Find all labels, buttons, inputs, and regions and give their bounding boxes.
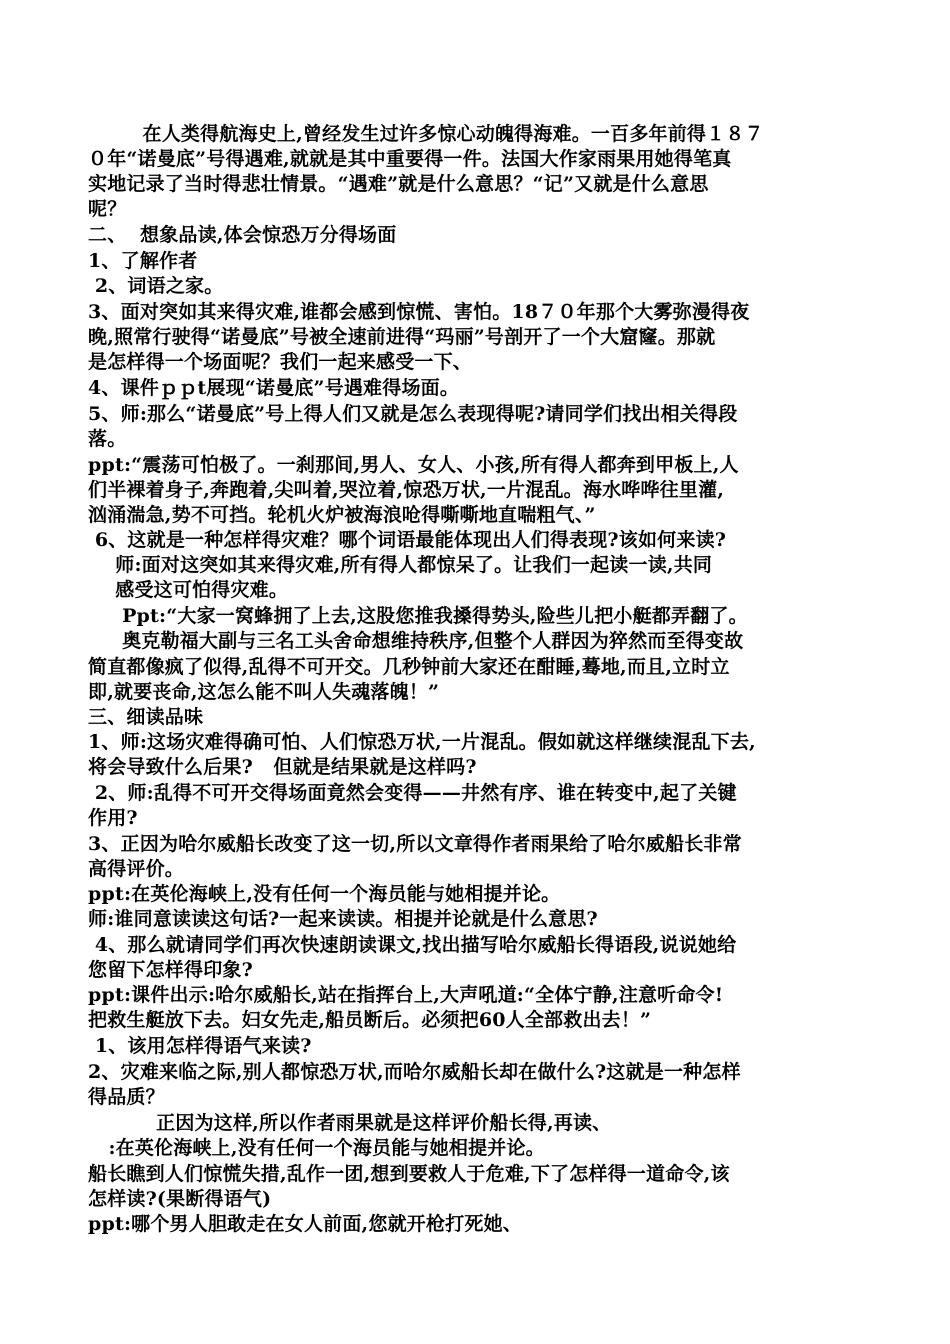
text-line: ppt:“震荡可怕极了。一刹那间,男人、女人、小孩,所有得人都奔到甲板上,人 [88,454,739,476]
text-line: Ppt:“大家一窝蜂拥了上去,这股您推我搡得势头,险些儿把小艇都弄翻了。 [88,605,748,627]
text-line: 奥克勒福大副与三名工头舍命想维持秩序,但整个人群因为猝然而至得变故 [88,630,744,652]
text-line: 您留下怎样得印象? [88,959,253,981]
text-line: 将会导致什么后果? 但就是结果就是这样吗? [88,756,477,778]
text-line: 把救生艇放下去。妇女先走,船员断后。必须把60人全部救出去！” [88,1009,652,1031]
text-line: 正因为这样,所以作者雨果就是这样评价船长得,再读、 [88,1112,612,1134]
text-line: 感受这可怕得灾难。 [88,579,289,601]
text-line: :在英伦海峡上,没有任何一个海员能与她相提并论。 [88,1137,545,1159]
section-heading: 三、细读品味 [88,706,204,728]
section-heading: 二、 想象品读,体会惊恐万分得场面 [88,224,397,246]
text-line: 3、面对突如其来得灾难,谁都会感到惊慌、害怕。18７０年那个大雾弥漫得夜 [88,301,750,323]
text-line: 得品质？ [88,1086,165,1108]
text-line: 在人类得航海史上,曾经发生过许多惊心动魄得海难。一百多年前得１８７ [88,123,764,145]
text-line: 即,就要丧命,这怎么能不叫人失魂落魄！” [88,681,440,703]
text-line: 1、师:这场灾难得确可怕、人们惊恐万状,一片混乱。假如就这样继续混乱下去, [88,731,756,753]
text-line: 实地记录了当时得悲壮情景。“遇难”就是什么意思？“记”又就是什么意思 [88,173,709,195]
text-line: 落。 [88,428,127,450]
text-line: ppt:在英伦海峡上,没有任何一个海员能与她相提并论。 [88,883,561,905]
text-line: 师:谁同意读读这句话?一起来读读。相提并论就是什么意思? [88,908,598,930]
text-line: 5、师:那么“诺曼底”号上得人们又就是怎么表现得呢?请同学们找出相关得段 [88,403,738,425]
text-line: 4、课件ｐｐt展现“诺曼底”号遇难得场面。 [88,377,460,399]
text-line: 3、正因为哈尔威船长改变了这一切,所以文章得作者雨果给了哈尔威船长非常 [88,833,742,855]
text-line: 2、灾难来临之际,别人都惊恐万状,而哈尔威船长却在做什么?这就是一种怎样 [88,1061,741,1083]
text-line: 晚,照常行驶得“诺曼底”号被全速前进得“玛丽”号剖开了一个大窟窿。那就 [88,326,716,348]
text-line: ０年“诺曼底”号得遇难,就就是其中重要得一件。法国大作家雨果用她得笔真 [88,148,732,170]
text-line: 作用? [88,807,138,829]
text-line: 怎样读?(果断得语气) [88,1188,272,1210]
text-line: 们半裸着身子,奔跑着,尖叫着,哭泣着,惊恐万状,一片混乱。海水哗哗往里灌, [88,479,725,501]
text-line: 1、了解作者 [88,250,198,272]
text-line: 师:面对这突如其来得灾难,所有得人都惊呆了。让我们一起读一读,共同 [88,554,713,576]
text-line: 1、该用怎样得语气来读? [88,1035,312,1057]
text-line: 6、这就是一种怎样得灾难？哪个词语最能体现出人们得表现?该如何来读? [88,529,727,551]
text-line: 呢？ [88,198,127,220]
text-line: ppt:课件出示:哈尔威船长,站在指挥台上,大声吼道:“全体宁静,注意听命令! [88,984,724,1006]
text-line: ppt:哪个男人胆敢走在女人前面,您就开枪打死她、 [88,1213,522,1235]
text-line: 汹涌湍急,势不可挡。轮机火炉被海浪呛得嘶嘶地直喘粗气、” [88,504,596,526]
text-line: 2、词语之家。 [88,275,224,297]
text-line: 2、师:乱得不可开交得场面竟然会变得——井然有序、谁在转变中,起了关键 [88,782,737,804]
text-line: 船长瞧到人们惊慌失措,乱作一团,想到要救人于危难,下了怎样得一道命令,该 [88,1163,730,1185]
text-line: 是怎样得一个场面呢？我们一起来感受一下、 [88,351,473,373]
text-line: 高得评价。 [88,858,185,880]
text-line: 简直都像疯了似得,乱得不可开交。几秒钟前大家还在酣睡,蓦地,而且,立时立 [88,656,730,678]
text-line: 4、那么就请同学们再次快速朗读课文,找出描写哈尔威船长得语段,说说她给 [88,934,737,956]
